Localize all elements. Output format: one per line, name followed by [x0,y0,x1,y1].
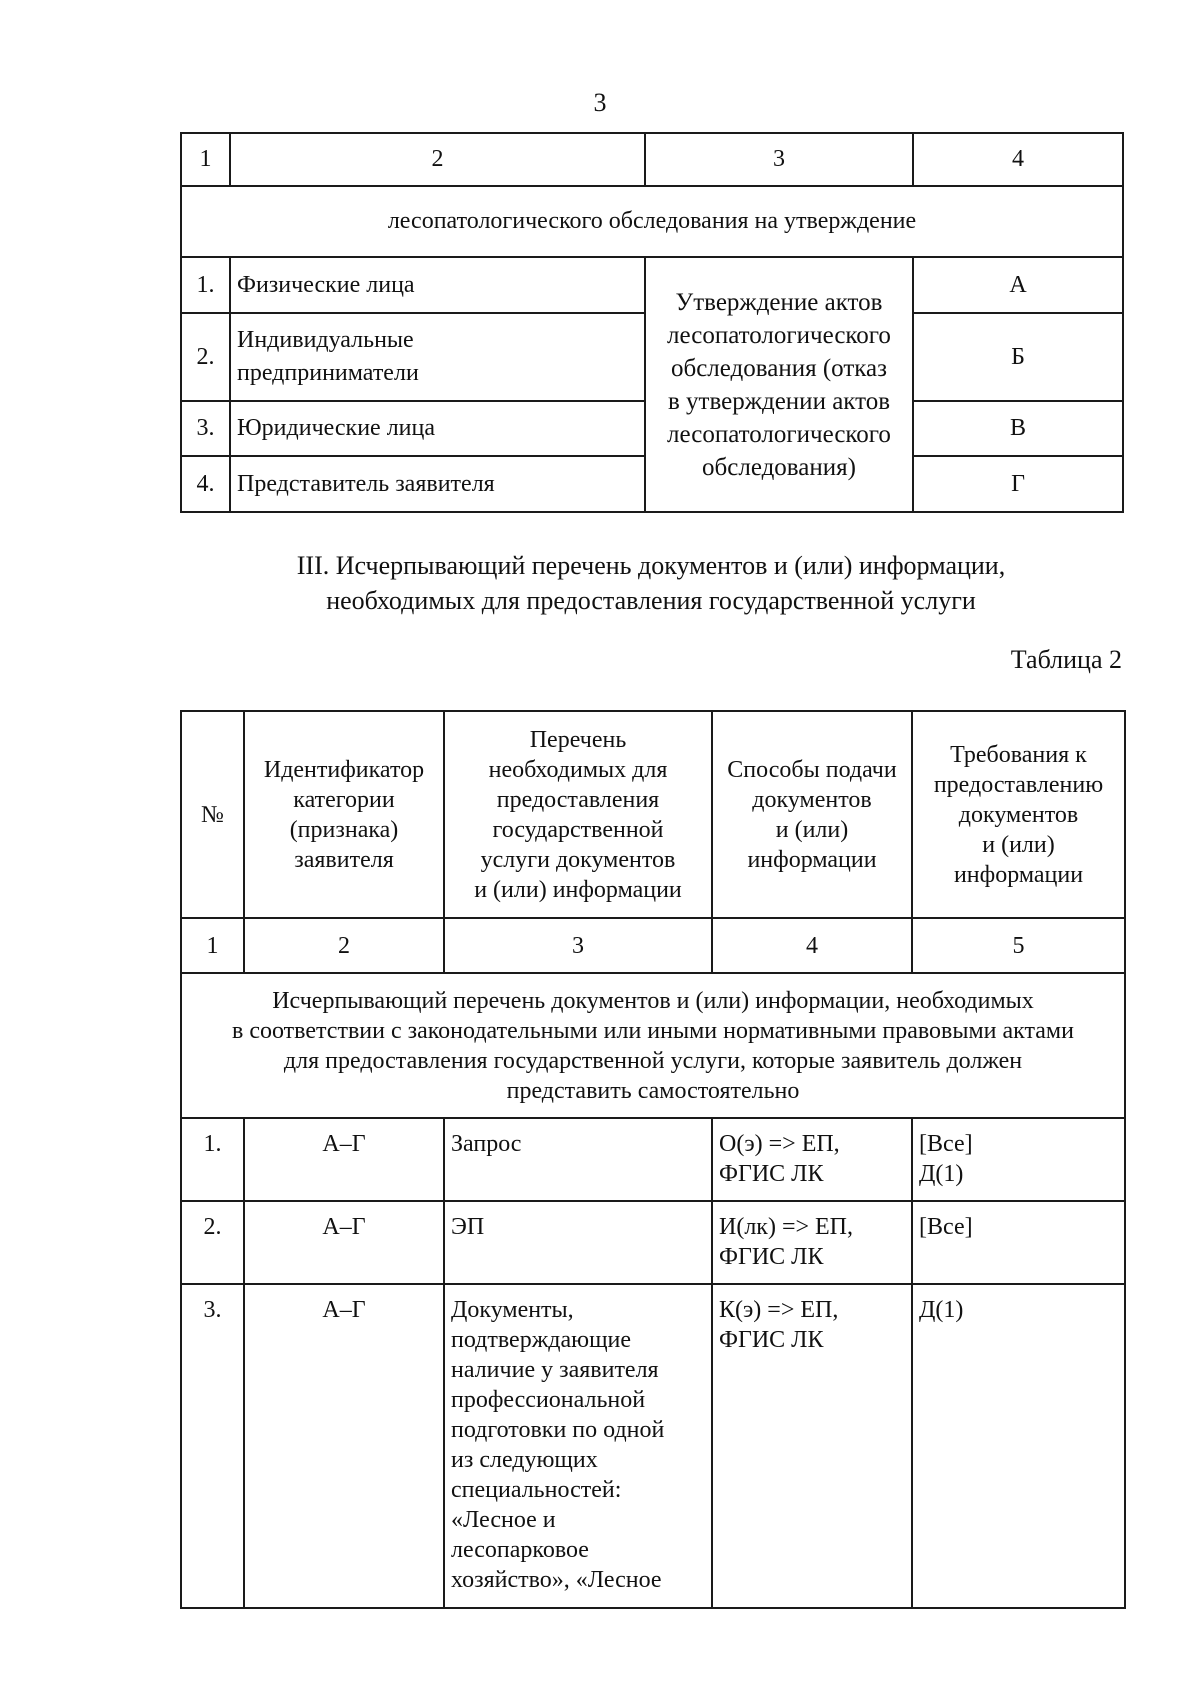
table1-header-cell: 1 [181,133,230,186]
submission-method: О(э) => ЕП, ФГИС ЛК [712,1118,912,1201]
row-number: 1. [181,1118,244,1201]
header-submission-methods: Способы подачи документов и (или) информации [712,711,912,918]
table2-number-row [181,918,1125,973]
document-name: ЭП [444,1201,712,1284]
column-number: 2 [244,918,444,973]
row-number: 2. [181,313,230,401]
submission-method: И(лк) => ЕП, ФГИС ЛК [712,1201,912,1284]
column-number: 5 [912,918,1125,973]
table-row [181,1284,1125,1608]
applicant-category: Физические лица [230,257,645,313]
header-category-id: Идентификатор категории (признака) заявителя [244,711,444,918]
applicant-code: А [913,257,1123,313]
requirements: Д(1) [912,1284,1125,1608]
row-number: 2. [181,1201,244,1284]
requirements: [Все] [912,1201,1125,1284]
document-name: Запрос [444,1118,712,1201]
column-number: 3 [444,918,712,973]
applicant-code: Г [913,456,1123,512]
category-id: А–Г [244,1284,444,1608]
table2-group-row [181,973,1125,1118]
group-heading: Исчерпывающий перечень документов и (или) информации, необходимых в соответствии с законодательными или иными нормативными правовыми актами для предоставления государственной услуги, которые заявитель должен представить самостоятельно [181,973,1125,1118]
applicant-category: Юридические лица [230,401,645,456]
table-row [181,1201,1125,1284]
table1-header-cell: 4 [913,133,1123,186]
row-number: 1. [181,257,230,313]
applicant-code: Б [913,313,1123,401]
table-caption: Таблица 2 [1010,645,1122,674]
row-number: 4. [181,456,230,512]
header-document-list: Перечень необходимых для предоставления государственной услуги документов и (или) информации [444,711,712,918]
table1-continuation-text: лесопатологического обследования на утверждение [181,186,1123,257]
row-number: 3. [181,1284,244,1608]
category-id: А–Г [244,1201,444,1284]
documents-table [180,710,1126,1609]
column-number: 4 [712,918,912,973]
requirements: [Все] Д(1) [912,1118,1125,1201]
service-result: Утверждение актов лесопатологического обследования (отказ в утверждении актов лесопатологического обследования) [645,257,913,512]
section-title: III. Исчерпывающий перечень документов и (или) информации, необходимых для предоставления государственной услуги [296,551,1006,615]
header-requirements: Требования к предоставлению документов и (или) информации [912,711,1125,918]
page-number: 3 [593,88,607,117]
column-number: 1 [181,918,244,973]
table-row [181,1118,1125,1201]
table1-header-cell: 3 [645,133,913,186]
row-number: 3. [181,401,230,456]
document-name: Документы, подтверждающие наличие у заявителя профессиональной подготовки по одной из следующих специальностей: «Лесное и лесопарковое хозяйство», «Лесное [444,1284,712,1608]
applicant-category: Индивидуальные предприниматели [230,313,645,401]
table1-header-cell: 2 [230,133,645,186]
applicant-category: Представитель заявителя [230,456,645,512]
table1-continuation-row [181,186,1123,257]
services-table [180,132,1124,513]
applicant-code: В [913,401,1123,456]
header-number: № [181,711,244,918]
category-id: А–Г [244,1118,444,1201]
table2-header-row [181,711,1125,918]
submission-method: К(э) => ЕП, ФГИС ЛК [712,1284,912,1608]
table-row [181,257,1123,313]
table1-header-row [181,133,1123,186]
